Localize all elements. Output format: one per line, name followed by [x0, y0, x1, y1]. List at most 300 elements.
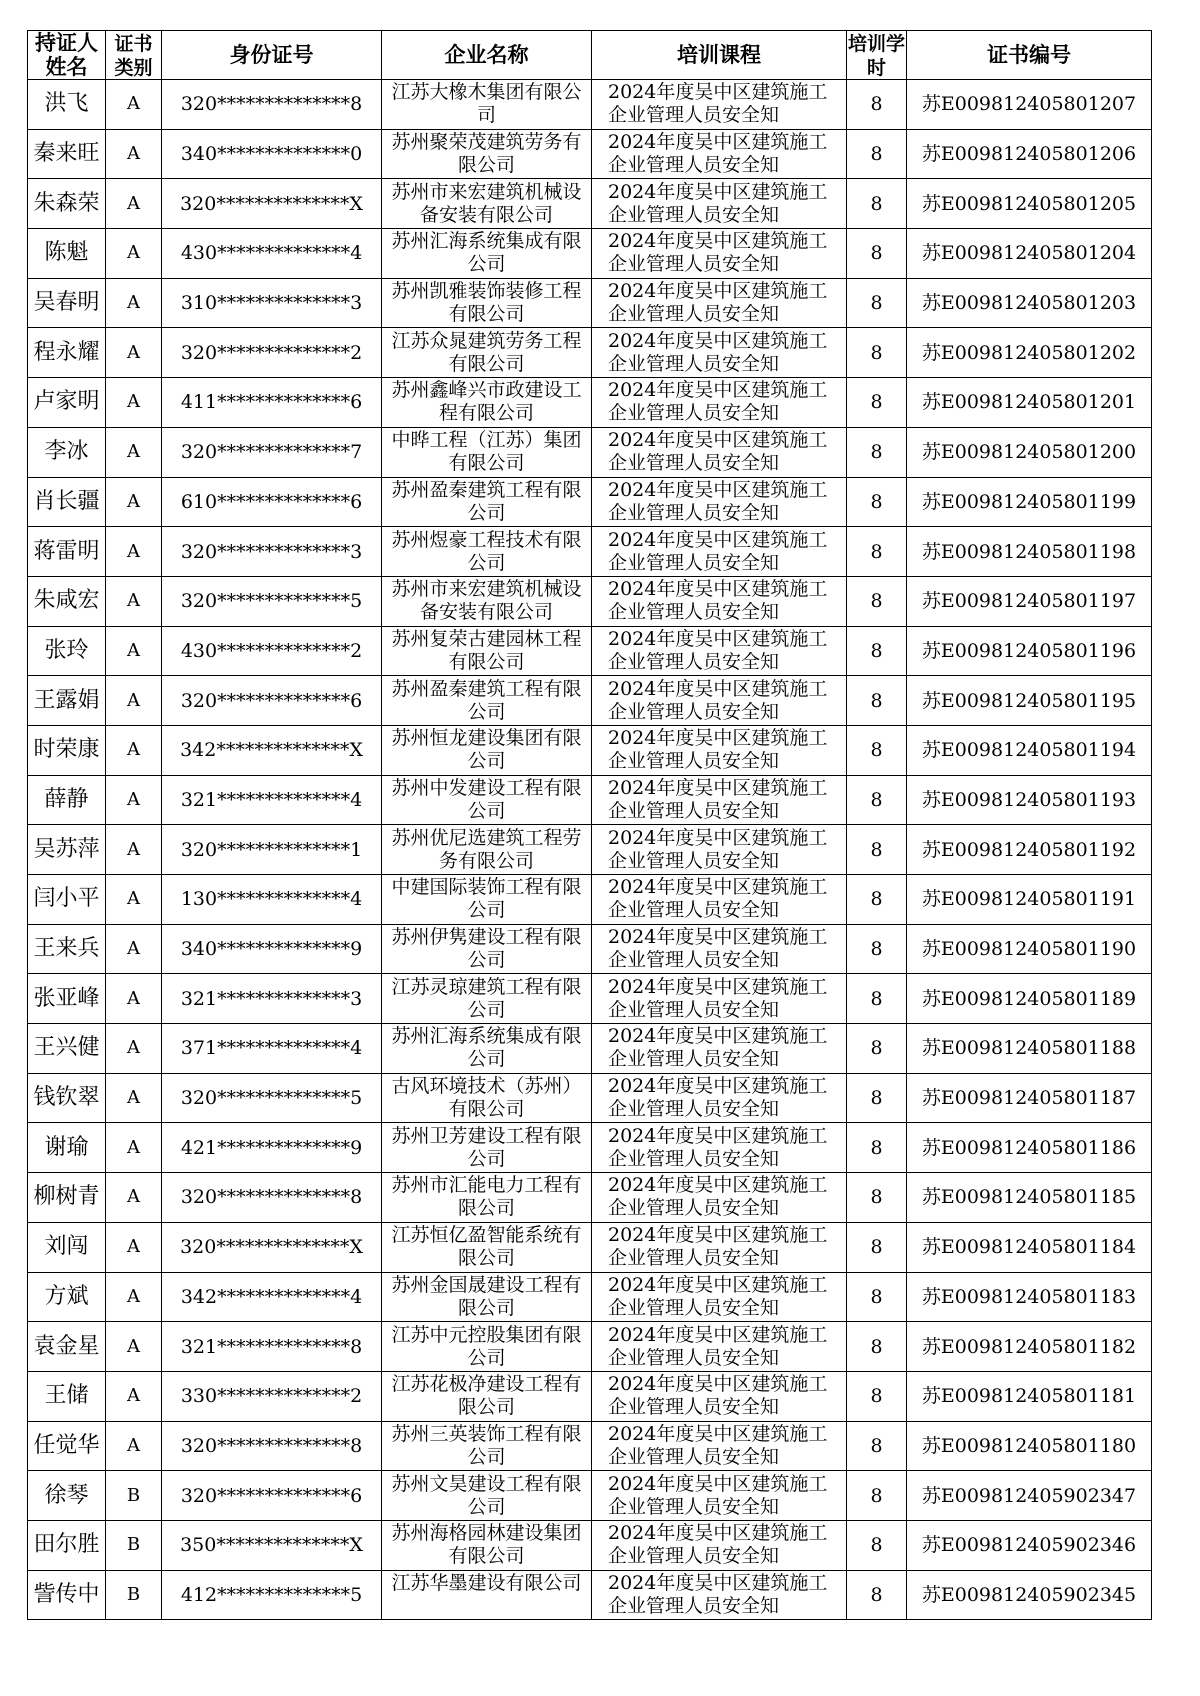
- cell-id-number: 371**************4: [162, 1024, 382, 1074]
- cell-company: [382, 179, 592, 229]
- cell-company: [382, 1371, 592, 1421]
- cell-name: 洪飞: [28, 80, 106, 130]
- cell-category: A: [106, 775, 162, 825]
- cell-company: [382, 1073, 592, 1123]
- cell-course: [592, 1173, 847, 1223]
- cell-category: A: [106, 576, 162, 626]
- cell-category: A: [106, 129, 162, 179]
- cell-cert-no: 苏E009812405801206: [907, 129, 1152, 179]
- cell-course: [592, 80, 847, 130]
- cell-cert-no: 苏E009812405801207: [907, 80, 1152, 130]
- cell-name: 柳树青: [28, 1173, 106, 1223]
- cell-cert-no: 苏E009812405801189: [907, 974, 1152, 1024]
- table-row: [28, 179, 1152, 229]
- cell-id-number: 330**************2: [162, 1371, 382, 1421]
- cell-id-number: 320**************3: [162, 527, 382, 577]
- cell-name: 任觉华: [28, 1421, 106, 1471]
- cell-cert-no: 苏E009812405801195: [907, 676, 1152, 726]
- cell-course-text: 2024年度吴中区建筑施工企业管理人员安全知: [608, 627, 828, 673]
- cell-company: [382, 378, 592, 428]
- cell-company-text: 苏州市来宏建筑机械设备安装有限公司: [391, 578, 582, 624]
- cell-name: 王来兵: [28, 924, 106, 974]
- cell-course-text: 2024年度吴中区建筑施工企业管理人员安全知: [608, 578, 828, 624]
- cell-name: 朱咸宏: [28, 576, 106, 626]
- cell-hours: 8: [847, 974, 907, 1024]
- cell-id-number: 310**************3: [162, 278, 382, 328]
- cell-course-text: 2024年度吴中区建筑施工企业管理人员安全知: [608, 478, 828, 524]
- table-row: [28, 626, 1152, 676]
- cell-company-text: 苏州汇海系统集成有限公司: [391, 230, 582, 276]
- cell-category: B: [106, 1570, 162, 1620]
- cell-company-text: 江苏灵琼建筑工程有限公司: [391, 975, 582, 1021]
- cell-id-number: 610**************6: [162, 477, 382, 527]
- cell-company: [382, 1471, 592, 1521]
- cell-category: A: [106, 527, 162, 577]
- header-company: 企业名称: [382, 31, 592, 80]
- cell-course-text: 2024年度吴中区建筑施工企业管理人员安全知: [608, 180, 828, 226]
- cell-company-text: 江苏中元控股集团有限公司: [391, 1323, 582, 1369]
- cell-id-number: 342**************4: [162, 1272, 382, 1322]
- cell-company-text: 苏州盈秦建筑工程有限公司: [391, 677, 582, 723]
- cell-id-number: 412**************5: [162, 1570, 382, 1620]
- table-row: [28, 477, 1152, 527]
- cell-name: 王露娟: [28, 676, 106, 726]
- cell-name: 朱森荣: [28, 179, 106, 229]
- cell-category: A: [106, 626, 162, 676]
- cell-course: [592, 1123, 847, 1173]
- header-id-number: 身份证号: [162, 31, 382, 80]
- cell-company-text: 苏州海格园林建设集团有限公司: [391, 1522, 582, 1568]
- cell-company: [382, 924, 592, 974]
- cell-name: 吴春明: [28, 278, 106, 328]
- cell-company: [382, 278, 592, 328]
- cell-id-number: 320**************X: [162, 179, 382, 229]
- table-row: [28, 875, 1152, 925]
- cell-company-text: 江苏花极净建设工程有限公司: [391, 1373, 582, 1419]
- cell-company: [382, 129, 592, 179]
- cell-hours: 8: [847, 775, 907, 825]
- cell-name: 李冰: [28, 427, 106, 477]
- cell-course: [592, 477, 847, 527]
- cell-category: A: [106, 80, 162, 130]
- cell-course-text: 2024年度吴中区建筑施工企业管理人员安全知: [608, 1323, 828, 1369]
- cell-course-text: 2024年度吴中区建筑施工企业管理人员安全知: [608, 876, 828, 922]
- cell-course: [592, 278, 847, 328]
- cell-id-number: 320**************5: [162, 576, 382, 626]
- cell-cert-no: 苏E009812405801204: [907, 229, 1152, 279]
- cell-name: 陈魁: [28, 229, 106, 279]
- cell-id-number: 320**************2: [162, 328, 382, 378]
- cell-category: A: [106, 875, 162, 925]
- cell-name: 闫小平: [28, 875, 106, 925]
- cell-company: [382, 1024, 592, 1074]
- cell-company-text: 苏州优尼选建筑工程劳务有限公司: [391, 826, 582, 872]
- cell-course-text: 2024年度吴中区建筑施工企业管理人员安全知: [608, 329, 828, 375]
- cell-course: [592, 1520, 847, 1570]
- cell-company: [382, 1173, 592, 1223]
- cell-hours: 8: [847, 1421, 907, 1471]
- cell-course: [592, 576, 847, 626]
- table-row: [28, 775, 1152, 825]
- cell-course: [592, 626, 847, 676]
- cell-company-text: 苏州市来宏建筑机械设备安装有限公司: [391, 180, 582, 226]
- table-row: [28, 1272, 1152, 1322]
- cell-company: [382, 875, 592, 925]
- cell-course-text: 2024年度吴中区建筑施工企业管理人员安全知: [608, 677, 828, 723]
- cell-company-text: 苏州卫芳建设工程有限公司: [391, 1124, 582, 1170]
- cell-name: 秦来旺: [28, 129, 106, 179]
- cell-hours: 8: [847, 378, 907, 428]
- cell-company: [382, 626, 592, 676]
- cell-id-number: 340**************0: [162, 129, 382, 179]
- cell-course-text: 2024年度吴中区建筑施工企业管理人员安全知: [608, 1472, 828, 1518]
- cell-name: 蒋雷明: [28, 527, 106, 577]
- cell-course-text: 2024年度吴中区建筑施工企业管理人员安全知: [608, 727, 828, 773]
- cell-course: [592, 1421, 847, 1471]
- cell-category: A: [106, 1222, 162, 1272]
- header-hours: [847, 31, 907, 80]
- cell-course-text: 2024年度吴中区建筑施工企业管理人员安全知: [608, 975, 828, 1021]
- cell-cert-no: 苏E009812405801205: [907, 179, 1152, 229]
- cell-company: [382, 1272, 592, 1322]
- cell-course: [592, 775, 847, 825]
- cell-course-text: 2024年度吴中区建筑施工企业管理人员安全知: [608, 926, 828, 972]
- cell-id-number: 321**************4: [162, 775, 382, 825]
- cell-id-number: 320**************6: [162, 1471, 382, 1521]
- table-row: [28, 129, 1152, 179]
- cell-company: [382, 328, 592, 378]
- cell-company-text: 苏州伊隽建设工程有限公司: [391, 926, 582, 972]
- cell-hours: 8: [847, 1371, 907, 1421]
- cell-cert-no: 苏E009812405801200: [907, 427, 1152, 477]
- cell-company-text: 苏州汇海系统集成有限公司: [391, 1025, 582, 1071]
- cell-company: [382, 427, 592, 477]
- cell-name: 时荣康: [28, 725, 106, 775]
- cell-hours: 8: [847, 527, 907, 577]
- cell-cert-no: 苏E009812405801199: [907, 477, 1152, 527]
- cell-cert-no: 苏E009812405801192: [907, 825, 1152, 875]
- cell-hours: 8: [847, 576, 907, 626]
- cell-id-number: 342**************X: [162, 725, 382, 775]
- cell-course: [592, 1073, 847, 1123]
- cell-course: [592, 924, 847, 974]
- cell-hours: 8: [847, 1123, 907, 1173]
- cell-category: A: [106, 725, 162, 775]
- table-row: [28, 1073, 1152, 1123]
- cell-course-text: 2024年度吴中区建筑施工企业管理人员安全知: [608, 1571, 828, 1617]
- cell-category: A: [106, 1024, 162, 1074]
- cell-hours: 8: [847, 477, 907, 527]
- cell-cert-no: 苏E009812405902346: [907, 1520, 1152, 1570]
- cell-company: [382, 1322, 592, 1372]
- cell-id-number: 130**************4: [162, 875, 382, 925]
- cell-company-text: 江苏华墨建设有限公司: [391, 1571, 582, 1594]
- cell-company: [382, 477, 592, 527]
- cell-cert-no: 苏E009812405801193: [907, 775, 1152, 825]
- table-row: [28, 1222, 1152, 1272]
- cell-course: [592, 129, 847, 179]
- cell-course: [592, 378, 847, 428]
- cell-id-number: 320**************7: [162, 427, 382, 477]
- table-row: [28, 229, 1152, 279]
- cell-company-text: 江苏大橡木集团有限公司: [391, 81, 582, 127]
- table-body: [28, 80, 1152, 1620]
- cell-id-number: 320**************5: [162, 1073, 382, 1123]
- cell-course: [592, 974, 847, 1024]
- cell-id-number: 421**************9: [162, 1123, 382, 1173]
- cell-course: [592, 229, 847, 279]
- cell-name: 肖长疆: [28, 477, 106, 527]
- cell-cert-no: 苏E009812405801181: [907, 1371, 1152, 1421]
- cell-course: [592, 427, 847, 477]
- cell-id-number: 320**************8: [162, 1173, 382, 1223]
- cell-cert-no: 苏E009812405902345: [907, 1570, 1152, 1620]
- cell-category: A: [106, 924, 162, 974]
- cell-name: 张玲: [28, 626, 106, 676]
- cell-hours: 8: [847, 725, 907, 775]
- table-row: [28, 725, 1152, 775]
- cell-category: B: [106, 1520, 162, 1570]
- cell-course-text: 2024年度吴中区建筑施工企业管理人员安全知: [608, 776, 828, 822]
- cell-company: [382, 527, 592, 577]
- cell-hours: 8: [847, 924, 907, 974]
- cell-cert-no: 苏E009812405801180: [907, 1421, 1152, 1471]
- cell-category: A: [106, 179, 162, 229]
- table-row: [28, 1421, 1152, 1471]
- cell-company-text: 中建国际装饰工程有限公司: [391, 876, 582, 922]
- cell-course: [592, 179, 847, 229]
- cell-course-text: 2024年度吴中区建筑施工企业管理人员安全知: [608, 81, 828, 127]
- cell-course-text: 2024年度吴中区建筑施工企业管理人员安全知: [608, 379, 828, 425]
- cell-id-number: 321**************3: [162, 974, 382, 1024]
- table-row: [28, 1024, 1152, 1074]
- cell-course-text: 2024年度吴中区建筑施工企业管理人员安全知: [608, 1273, 828, 1319]
- table-row: [28, 1570, 1152, 1620]
- cell-course-text: 2024年度吴中区建筑施工企业管理人员安全知: [608, 1174, 828, 1220]
- cell-company: [382, 1222, 592, 1272]
- cell-name: 徐琴: [28, 1471, 106, 1521]
- header-row: [28, 31, 1152, 80]
- cell-course-text: 2024年度吴中区建筑施工企业管理人员安全知: [608, 429, 828, 475]
- cell-course: [592, 1222, 847, 1272]
- table-row: [28, 527, 1152, 577]
- cell-company: [382, 1570, 592, 1620]
- cell-hours: 8: [847, 229, 907, 279]
- cell-company-text: 苏州煜豪工程技术有限公司: [391, 528, 582, 574]
- cell-category: A: [106, 1272, 162, 1322]
- cell-hours: 8: [847, 1024, 907, 1074]
- cell-course-text: 2024年度吴中区建筑施工企业管理人员安全知: [608, 280, 828, 326]
- cell-hours: 8: [847, 129, 907, 179]
- cell-cert-no: 苏E009812405801198: [907, 527, 1152, 577]
- cell-cert-no: 苏E009812405801202: [907, 328, 1152, 378]
- cell-hours: 8: [847, 179, 907, 229]
- cell-company: [382, 1520, 592, 1570]
- cell-cert-no: 苏E009812405801184: [907, 1222, 1152, 1272]
- cell-company: [382, 775, 592, 825]
- cell-company-text: 古风环境技术（苏州）有限公司: [391, 1075, 582, 1121]
- cell-category: A: [106, 1421, 162, 1471]
- cell-course: [592, 328, 847, 378]
- cell-company-text: 苏州金国晟建设工程有限公司: [391, 1273, 582, 1319]
- cell-hours: 8: [847, 626, 907, 676]
- cell-course-text: 2024年度吴中区建筑施工企业管理人员安全知: [608, 1522, 828, 1568]
- cell-company-text: 中晔工程（江苏）集团有限公司: [391, 429, 582, 475]
- cell-name: 田尔胜: [28, 1520, 106, 1570]
- cell-id-number: 340**************9: [162, 924, 382, 974]
- cell-id-number: 430**************2: [162, 626, 382, 676]
- cell-id-number: 350**************X: [162, 1520, 382, 1570]
- cell-category: A: [106, 477, 162, 527]
- cell-category: A: [106, 974, 162, 1024]
- cell-company: [382, 974, 592, 1024]
- cell-category: A: [106, 825, 162, 875]
- cell-course: [592, 1471, 847, 1521]
- header-category-label: 证书类别: [114, 33, 153, 79]
- cell-company: [382, 576, 592, 626]
- cell-name: 吴苏萍: [28, 825, 106, 875]
- cell-hours: 8: [847, 1570, 907, 1620]
- cell-course-text: 2024年度吴中区建筑施工企业管理人员安全知: [608, 230, 828, 276]
- table-row: [28, 576, 1152, 626]
- cell-id-number: 411**************6: [162, 378, 382, 428]
- cell-company-text: 苏州文昊建设工程有限公司: [391, 1472, 582, 1518]
- cell-category: A: [106, 676, 162, 726]
- cell-hours: 8: [847, 1471, 907, 1521]
- table-row: [28, 1471, 1152, 1521]
- cell-cert-no: 苏E009812405801183: [907, 1272, 1152, 1322]
- cell-cert-no: 苏E009812405801188: [907, 1024, 1152, 1074]
- table-row: [28, 1520, 1152, 1570]
- table-row: [28, 328, 1152, 378]
- cell-name: 王兴健: [28, 1024, 106, 1074]
- cell-id-number: 321**************8: [162, 1322, 382, 1372]
- cell-category: A: [106, 1322, 162, 1372]
- cell-cert-no: 苏E009812405902347: [907, 1471, 1152, 1521]
- cell-name: 薛静: [28, 775, 106, 825]
- cell-course: [592, 676, 847, 726]
- cell-course: [592, 725, 847, 775]
- cell-company-text: 苏州凯雅装饰装修工程有限公司: [391, 280, 582, 326]
- cell-category: B: [106, 1471, 162, 1521]
- table-row: [28, 676, 1152, 726]
- cell-category: A: [106, 1371, 162, 1421]
- cell-course-text: 2024年度吴中区建筑施工企业管理人员安全知: [608, 1025, 828, 1071]
- cell-course-text: 2024年度吴中区建筑施工企业管理人员安全知: [608, 528, 828, 574]
- cell-category: A: [106, 1073, 162, 1123]
- cell-hours: 8: [847, 80, 907, 130]
- cell-company: [382, 825, 592, 875]
- cell-course-text: 2024年度吴中区建筑施工企业管理人员安全知: [608, 1373, 828, 1419]
- cell-category: A: [106, 278, 162, 328]
- cell-name: 王储: [28, 1371, 106, 1421]
- cell-category: A: [106, 1123, 162, 1173]
- cell-hours: 8: [847, 676, 907, 726]
- table-row: [28, 1173, 1152, 1223]
- cell-name: 钱钦翠: [28, 1073, 106, 1123]
- cell-cert-no: 苏E009812405801186: [907, 1123, 1152, 1173]
- table-row: [28, 278, 1152, 328]
- table-row: [28, 80, 1152, 130]
- cell-category: A: [106, 427, 162, 477]
- cell-company: [382, 1421, 592, 1471]
- table-row: [28, 1123, 1152, 1173]
- cell-name: 方斌: [28, 1272, 106, 1322]
- table-row: [28, 427, 1152, 477]
- cell-course-text: 2024年度吴中区建筑施工企业管理人员安全知: [608, 1075, 828, 1121]
- cell-category: A: [106, 328, 162, 378]
- cell-hours: 8: [847, 328, 907, 378]
- cell-name: 张亚峰: [28, 974, 106, 1024]
- cell-course: [592, 1322, 847, 1372]
- cell-name: 卢家明: [28, 378, 106, 428]
- cell-course-text: 2024年度吴中区建筑施工企业管理人员安全知: [608, 1124, 828, 1170]
- table-row: [28, 924, 1152, 974]
- cell-hours: 8: [847, 1322, 907, 1372]
- cell-course-text: 2024年度吴中区建筑施工企业管理人员安全知: [608, 1422, 828, 1468]
- cell-hours: 8: [847, 1073, 907, 1123]
- cell-hours: 8: [847, 1520, 907, 1570]
- header-course: 培训课程: [592, 31, 847, 80]
- cell-cert-no: 苏E009812405801187: [907, 1073, 1152, 1123]
- cell-category: A: [106, 229, 162, 279]
- cell-cert-no: 苏E009812405801197: [907, 576, 1152, 626]
- cell-cert-no: 苏E009812405801194: [907, 725, 1152, 775]
- cell-id-number: 320**************6: [162, 676, 382, 726]
- cell-company-text: 苏州中发建设工程有限公司: [391, 776, 582, 822]
- cell-company: [382, 229, 592, 279]
- cell-company: [382, 676, 592, 726]
- cell-company-text: 江苏恒亿盈智能系统有限公司: [391, 1224, 582, 1270]
- cell-cert-no: 苏E009812405801190: [907, 924, 1152, 974]
- cell-cert-no: 苏E009812405801203: [907, 278, 1152, 328]
- cell-id-number: 430**************4: [162, 229, 382, 279]
- cell-hours: 8: [847, 1272, 907, 1322]
- cell-id-number: 320**************1: [162, 825, 382, 875]
- cell-company-text: 苏州盈秦建筑工程有限公司: [391, 478, 582, 524]
- cell-course: [592, 1024, 847, 1074]
- cell-hours: 8: [847, 825, 907, 875]
- cell-course-text: 2024年度吴中区建筑施工企业管理人员安全知: [608, 131, 828, 177]
- cell-category: A: [106, 378, 162, 428]
- cell-cert-no: 苏E009812405801185: [907, 1173, 1152, 1223]
- cell-company: [382, 80, 592, 130]
- cell-company-text: 江苏众晁建筑劳务工程有限公司: [391, 329, 582, 375]
- cell-id-number: 320**************X: [162, 1222, 382, 1272]
- cell-hours: 8: [847, 1173, 907, 1223]
- cell-id-number: 320**************8: [162, 80, 382, 130]
- cell-course: [592, 825, 847, 875]
- table-row: [28, 378, 1152, 428]
- table-row: [28, 1371, 1152, 1421]
- cell-name: 袁金星: [28, 1322, 106, 1372]
- table-row: [28, 825, 1152, 875]
- cell-course: [592, 527, 847, 577]
- cell-company-text: 苏州复荣古建园林工程有限公司: [391, 627, 582, 673]
- cell-cert-no: 苏E009812405801182: [907, 1322, 1152, 1372]
- cell-category: A: [106, 1173, 162, 1223]
- cell-hours: 8: [847, 1222, 907, 1272]
- cell-company-text: 苏州鑫峰兴市政建设工程有限公司: [391, 379, 582, 425]
- cell-course: [592, 1570, 847, 1620]
- certificate-table: [27, 30, 1152, 1620]
- cell-hours: 8: [847, 278, 907, 328]
- cell-course: [592, 1272, 847, 1322]
- cell-hours: 8: [847, 875, 907, 925]
- header-hours-label: 培训学时: [847, 33, 905, 79]
- cell-company-text: 苏州聚荣茂建筑劳务有限公司: [391, 131, 582, 177]
- table-row: [28, 1322, 1152, 1372]
